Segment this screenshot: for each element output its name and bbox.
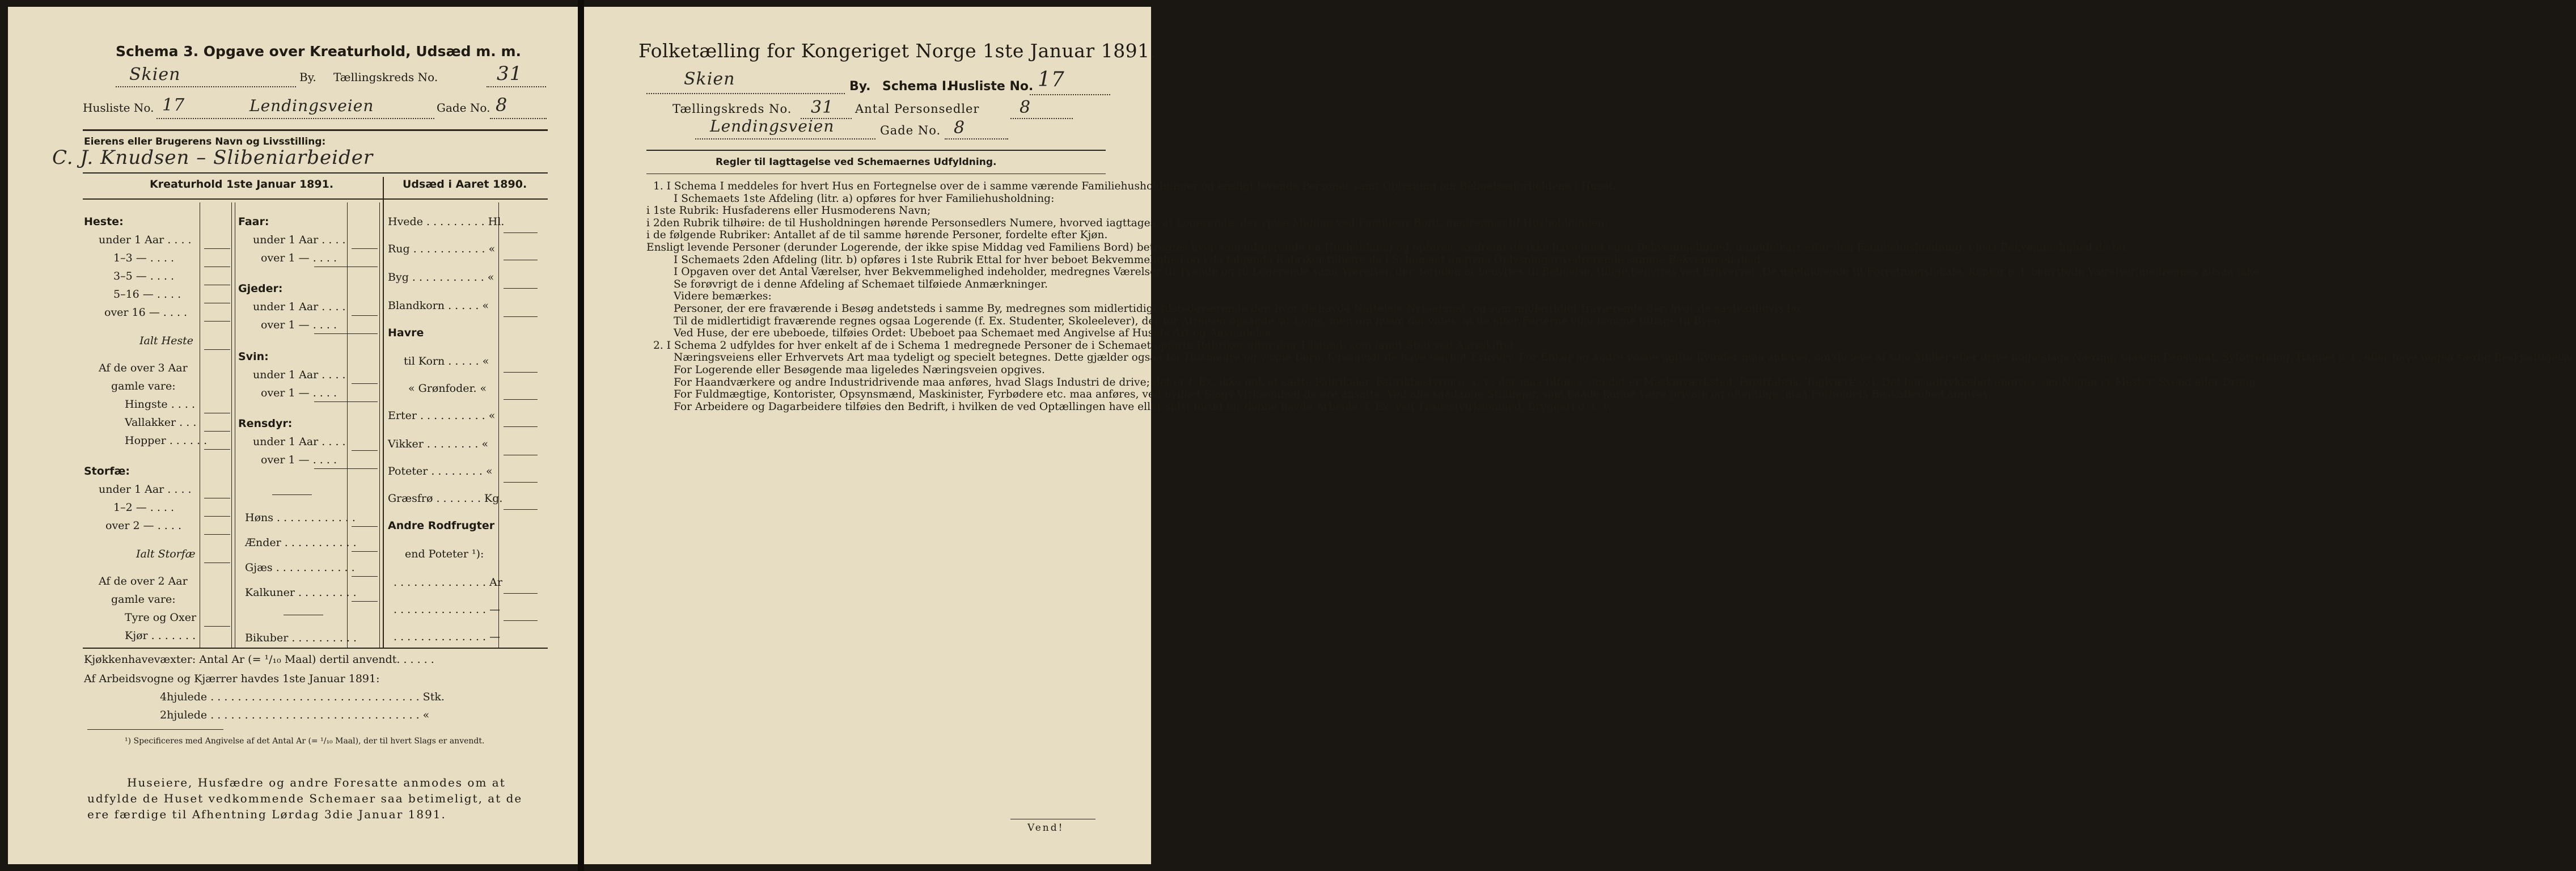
rule-paragraph: 2. I Schema 2 udfyldes for hver enkelt af de i Schema 1 medregnede Personer de i Schemaet opførte Rubriker efter den Tilstand, som fandt Sted ved Aarsskiftet. — [653, 339, 1518, 352]
answer-line — [204, 534, 230, 535]
udsaed-row: Græsfrø . . . . . . . Kg. — [388, 492, 503, 505]
by-handwritten: Skien — [129, 65, 181, 84]
by-label: By. — [299, 70, 316, 84]
book-spine — [578, 0, 584, 871]
gade-label: Gade No. — [437, 101, 490, 115]
schema-label: Schema I. — [882, 79, 951, 94]
bikuber-row: Bikuber . . . . . . . . . . — [245, 632, 357, 644]
by-label: By. — [849, 79, 871, 94]
heste-row: 3–5 — . . . . — [113, 270, 175, 282]
by-line — [116, 86, 296, 87]
smaadyr-row: over 1 — . . . . — [261, 454, 337, 466]
answer-line — [504, 288, 538, 289]
heste-heading: Heste: — [84, 215, 124, 228]
arbeidsvogne-row: Af Arbeidsvogne og Kjærrer havdes 1ste Januar 1891: — [84, 673, 380, 685]
storfae-row: under 1 Aar . . . . — [99, 483, 192, 496]
owner-label: Eierens eller Brugerens Navn og Livsstilling: — [84, 136, 326, 147]
udsaed-row: end Poteter ¹): — [405, 548, 484, 560]
col-header-kreaturhold: Kreaturhold 1ste Januar 1891. — [150, 178, 334, 191]
gade-handwritten: Lendingsveien — [249, 96, 374, 115]
husliste-label: Husliste No. — [948, 79, 1034, 94]
answer-line — [314, 401, 378, 402]
gade-value: 8 — [496, 94, 508, 116]
kalkuner-row: Kalkuner . . . . . . . . . — [245, 586, 357, 599]
heste-row: Vallakker . . . — [125, 416, 197, 429]
answer-line — [352, 315, 378, 316]
table-header-rule — [83, 198, 548, 200]
answer-line — [204, 349, 230, 350]
personsedler-line — [1010, 118, 1073, 119]
answer-line — [314, 333, 378, 334]
hjul4-row: 4hjulede . . . . . . . . . . . . . . . . . . . . . . . . . . . . . . . Stk. — [160, 691, 445, 703]
heste-row: Hopper . . . . . . — [125, 434, 208, 447]
answer-line — [504, 426, 538, 427]
udsaed-row: Hvede . . . . . . . . . Hl. — [388, 215, 505, 228]
answer-line — [352, 576, 378, 577]
left-page-schema-3 — [8, 7, 578, 864]
rule-paragraph: i 1ste Rubrik: Husfaderens eller Husmoderens Navn; — [646, 205, 931, 217]
rodfrugter-heading: Andre Rodfrugter — [388, 519, 495, 532]
smaadyr-row: over 1 — . . . . — [261, 387, 337, 399]
footnote-rule — [87, 729, 223, 730]
husliste-value: 17 — [162, 95, 185, 115]
udsaed-row: . . . . . . . . . . . . . . Ar — [394, 576, 502, 589]
table-bottom-rule — [83, 648, 548, 649]
answer-line — [352, 248, 378, 249]
hons-row: Høns . . . . . . . . . . . . — [245, 511, 356, 524]
faar-heading: Faar: — [238, 215, 269, 228]
rule-paragraph: I Opgaven over det Antal Værelser, hver Bekvemmelighed indeholder, medregnes Værelser til Tyende og til Logerende samt Værelser, der, foruden at benyttes til Beboelse, tillige benyttes ved Erhvervet. De udelukkende til Forretningslokale, Kontor o. l. benyttede Værelser medregnes altsaa ikke. — [674, 266, 2263, 278]
rule-paragraph: Ensligt levende Personer (derunder Logerende, der ikke spise Middag ved Familiens Bord) betragtes hver som udgjørende en Husholdning og opføres, saafremt de ikke have leiet egen Bekvemmelighed, umiddelbart efter den Familiehusholdning, i hvis Bekvemmelighed de bo. — [646, 241, 2129, 253]
col-header-udsaed: Udsæd i Aaret 1890. — [403, 178, 527, 191]
owner-handwritten: C. J. Knudsen – Slibeniarbeider — [52, 146, 374, 169]
divider — [83, 172, 548, 174]
answer-line — [504, 620, 538, 621]
rule-paragraph: Til de midlertidigt fraværende regnes ogsaa Logerende (f. Ex. Studenter, Skoleelever), der før Afreisen opsagde sit Logis, men om hvem det vides, at de efter Ferierne ville komme tilbage til Byen. — [674, 315, 1724, 327]
by-line — [646, 93, 845, 94]
answer-line — [204, 626, 230, 627]
separator — [272, 494, 312, 495]
smaadyr-row: under 1 Aar . . . . — [253, 234, 346, 246]
husliste-value: 17 — [1038, 68, 1065, 91]
udsaed-row: Blandkorn . . . . . « — [388, 299, 489, 312]
rule-paragraph: Personer, der ere fraværende i Besøg andetsteds i samme By, medregnes som midlertidigt tilstedeværende der, hvor de havde Natteleie Nytaarsnat, og som midlertidigt fraværende der, hvor de sædvanligvis bo. — [674, 302, 1803, 315]
heste-row: 1–3 — . . . . — [113, 252, 175, 264]
storfae-row: Kjør . . . . . . . — [125, 629, 196, 642]
gade-line — [156, 118, 434, 119]
census-title: Folketælling for Kongeriget Norge 1ste Januar 1891. — [638, 40, 1156, 62]
gade-value: 8 — [954, 118, 966, 138]
rensdyr-heading: Rensdyr: — [238, 417, 293, 430]
heste-total: Ialt Heste — [139, 335, 194, 347]
tk-line — [487, 86, 546, 87]
answer-line — [314, 468, 378, 469]
tk-value: 31 — [811, 98, 834, 117]
answer-line — [352, 526, 378, 527]
divider — [83, 129, 548, 131]
answer-line — [352, 601, 378, 602]
rule-paragraph: For Haandværkere og andre Industridrivende maa anføres, hvad Slags Industri de drive; det er f. Ex. ikke nok at sætte Fabrikeier, Fabrikbestyrer o. s. v.; der maa tilføies, om det er Maskinværksted, Papirfabrik, Teglværk o. l. Det bør udtrykkeligt angives, om Nogen er Mester, Svend eller Dreng. — [674, 376, 2260, 388]
udsaed-row: Byg . . . . . . . . . . . « — [388, 271, 494, 284]
heste-row: gamle vare: — [111, 380, 176, 392]
tk-label: Tællingskreds No. — [672, 102, 792, 116]
column-rule — [347, 202, 348, 648]
smaadyr-row: under 1 Aar . . . . — [253, 301, 346, 313]
hjul2-row: 2hjulede . . . . . . . . . . . . . . . . . . . . . . . . . . . . . . . « — [160, 709, 430, 721]
rule-paragraph: For Logerende eller Besøgende maa ligeledes Næringsveien opgives. — [674, 363, 1045, 376]
schema3-title: Schema 3. Opgave over Kreaturhold, Udsæd m. m. — [116, 43, 522, 60]
rule-paragraph: i de følgende Rubriker: Antallet af de til samme hørende Personer, fordelte efter Kjøn. — [646, 229, 1108, 242]
personsedler-label: Antal Personsedler — [855, 102, 980, 116]
column-rule — [231, 202, 232, 648]
rule-paragraph: Ved Huse, der ere ubeboede, tilføies Ordet: Ubeboet paa Schemaet med Angivelse af Husets Art og Anvendelse. — [674, 327, 1275, 340]
rule-paragraph: i 2den Rubrik tilhøire: de til Husholdningen hørende Personsedlers Numere, hvorved iagttages, at Logerende, der spise Middag ved Familiens Bord, medregnes til Husholdningen; — [646, 217, 1609, 229]
answer-line — [504, 593, 538, 594]
udsaed-row: Poteter . . . . . . . . « — [388, 465, 493, 477]
rule-paragraph: 1. I Schema I meddeles for hvert Hus en Fortegnelse over de i samme værende Familiehusholdninger og ensligt levende Personer samt Oplysning om Beboelsesforholdene i Huset. — [653, 180, 1617, 192]
divider — [646, 150, 1106, 151]
answer-line — [352, 551, 378, 552]
answer-line — [204, 516, 230, 517]
heste-row: 5–16 — . . . . — [113, 288, 181, 301]
personsedler-value: 8 — [1020, 98, 1031, 117]
footnote: ¹) Specificeres med Angivelse af det Antal Ar (= ¹/₁₀ Maal), der til hvert Slags er anvendt. — [125, 737, 485, 746]
closing-line-1: Huseiere, Husfædre og andre Foresatte anmodes om at — [127, 776, 506, 789]
smaadyr-row: over 1 — . . . . — [261, 319, 337, 331]
by-handwritten: Skien — [684, 69, 735, 89]
column-rule — [379, 202, 380, 648]
storfae-row: Af de over 2 Aar — [99, 575, 188, 587]
udsaed-row: Rug . . . . . . . . . . . « — [388, 243, 496, 255]
answer-line — [204, 431, 230, 432]
heste-row: over 16 — . . . . — [104, 306, 188, 319]
answer-line — [352, 450, 378, 451]
closing-line-3: ere færdige til Afhentning Lørdag 3die Januar 1891. — [87, 807, 446, 821]
answer-line — [504, 509, 538, 510]
smaadyr-row: under 1 Aar . . . . — [253, 369, 346, 381]
tk-label: Tællingskreds No. — [333, 70, 438, 84]
udsaed-row: Vikker . . . . . . . . « — [388, 438, 489, 450]
storfae-row: Tyre og Oxer — [125, 611, 197, 624]
udsaed-row: . . . . . . . . . . . . . . — — [394, 631, 501, 643]
answer-line — [504, 399, 538, 400]
udsaed-row: til Korn . . . . . « — [404, 355, 489, 367]
gade-line — [695, 138, 875, 139]
storfae-heading: Storfæ: — [84, 465, 130, 477]
answer-line — [504, 482, 538, 483]
answer-line — [504, 316, 538, 317]
kjokkenhave-row: Kjøkkenhavevæxter: Antal Ar (= ¹/₁₀ Maal) dertil anvendt. . . . . . — [84, 653, 434, 666]
udsaed-row: . . . . . . . . . . . . . . — — [394, 603, 501, 616]
rules-body — [646, 180, 2576, 413]
rule-paragraph: For Fuldmægtige, Kontorister, Opsynsmænd, Maskinister, Fyrbødere etc. maa anføres, ved hvilket Slags Virksomhed de ere ansatte. Ved alle saadanne Stillinger, som baade kunne være private og offentlige, maa Forholdets Beskaffenhed angives. — [674, 388, 1992, 401]
heste-row: Hingste . . . . — [125, 398, 195, 411]
smaadyr-row: over 1 — . . . . — [261, 252, 337, 264]
answer-line — [204, 248, 230, 249]
rule-paragraph: I Schemaets 1ste Afdeling (litr. a) opføres for hver Familiehusholdning: — [674, 192, 1055, 205]
gade-handwritten: Lendingsveien — [710, 117, 835, 136]
rule-paragraph: I Schemaets 2den Afdeling (litr. b) opføres i 1ste Rubrik Ettal for hver beboet Bekvemmelighed og i de følgende Rubriker tilhøire de i Schemaet angivne Oplysninger vedrørende samme Bekvemmelighed. — [674, 253, 1764, 266]
husliste-label: Husliste No. — [83, 101, 154, 115]
answer-line — [504, 372, 538, 373]
rule-paragraph: Videre bemærkes: — [674, 290, 772, 303]
aender-row: Ænder . . . . . . . . . . . — [245, 536, 357, 549]
storfae-row: over 2 — . . . . — [105, 519, 181, 532]
rule-paragraph: For Arbeidere og Dagarbeidere tilføies den Bedrift, i hvilken de ved Optællingen have eller sidst forud for denne havde Arbeide, f. Ex. ved Trælastvirksomhed, Bryggeri o. s. v. — [674, 400, 1611, 413]
gjeder-heading: Gjeder: — [238, 282, 283, 295]
closing-line-2: udfylde de Huset vedkommende Schemaer saa betimeligt, at de — [87, 792, 523, 805]
right-page-schema-1 — [584, 7, 2576, 864]
answer-line — [204, 321, 230, 322]
smaadyr-row: under 1 Aar . . . . — [253, 436, 346, 448]
svin-heading: Svin: — [238, 350, 269, 363]
rules-title: Regler til Iagttagelse ved Schemaernes Udfyldning. — [716, 157, 997, 168]
storfae-row: 1–2 — . . . . — [113, 501, 175, 514]
heste-row: under 1 Aar . . . . — [99, 234, 192, 246]
rule-paragraph: Se forøvrigt de i denne Afdeling af Schemaet tilføiede Anmærkninger. — [674, 278, 1048, 290]
husliste-line — [1030, 94, 1110, 95]
udsaed-row: « Grønfoder. « — [408, 382, 487, 395]
tk-value: 31 — [497, 62, 523, 85]
gade-no-line — [945, 138, 1008, 139]
havre-heading: Havre — [388, 327, 424, 339]
vend-label: Vend! — [1027, 822, 1064, 834]
heste-row: Af de over 3 Aar — [99, 362, 188, 374]
storfae-total: Ialt Storfæ — [136, 548, 196, 560]
rule-paragraph: Næringsveiens eller Erhvervets Art maa tydeligt og specielt betegnes. Dette gjælder ogsaa for Husmødre og voxne Børn, forsaavidt de have særligt Erhverv. For Enker og andre voxne ugifte Kvinder maa anføres, om de leve af sine Midler eller drive nogetslags Næring, saasom Pensionat, Syforretning, Handel o. l., eller have nogen særlig Beskjæftigelse. — [674, 352, 2576, 364]
gade-no-line — [490, 118, 547, 119]
udsaed-row: Erter . . . . . . . . . . « — [388, 409, 496, 422]
answer-line — [504, 232, 538, 233]
gade-label: Gade No. — [880, 124, 941, 137]
answer-line — [204, 449, 230, 450]
gjaes-row: Gjæs . . . . . . . . . . . . — [245, 561, 355, 574]
answer-line — [352, 383, 378, 384]
storfae-row: gamle vare: — [111, 593, 176, 606]
column-rule-main — [383, 177, 384, 648]
